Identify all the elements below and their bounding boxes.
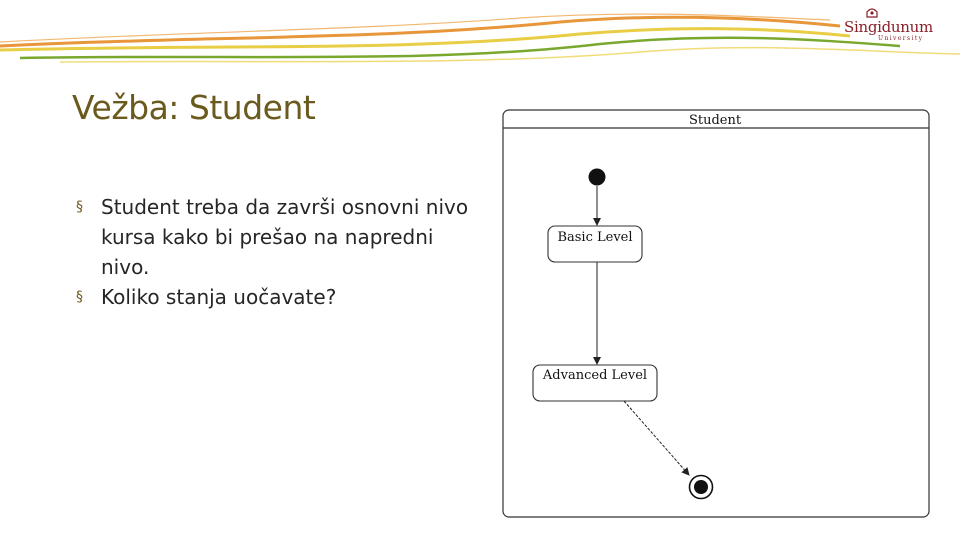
bullet-text: Koliko stanja uočavate? xyxy=(101,285,337,309)
wave-yellow-2 xyxy=(60,48,960,62)
diagram-frame xyxy=(503,110,929,517)
state-basic-label: Basic Level xyxy=(557,230,633,245)
header-waves xyxy=(0,0,960,80)
logo-name: Singidunum xyxy=(844,18,933,36)
diagram-title: Student xyxy=(688,113,742,128)
bullet-text: Student treba da završi osnovni nivo kursa kako bi prešao na napredni nivo. xyxy=(101,195,469,279)
final-state-inner xyxy=(694,480,708,494)
bullet-marker-icon: § xyxy=(76,199,83,215)
wave-orange xyxy=(0,17,840,46)
logo-subtitle: University xyxy=(878,35,924,42)
bullet-marker-icon: § xyxy=(76,289,83,305)
slide-title: Vežba: Student xyxy=(72,88,316,127)
initial-state xyxy=(589,169,606,186)
state-advanced-label: Advanced Level xyxy=(542,368,648,383)
bullet-item xyxy=(76,282,476,312)
state-diagram xyxy=(500,108,932,520)
bullet-item xyxy=(76,192,476,282)
university-logo xyxy=(840,8,940,42)
bullet-list xyxy=(76,192,476,312)
crest-icon xyxy=(866,8,878,18)
